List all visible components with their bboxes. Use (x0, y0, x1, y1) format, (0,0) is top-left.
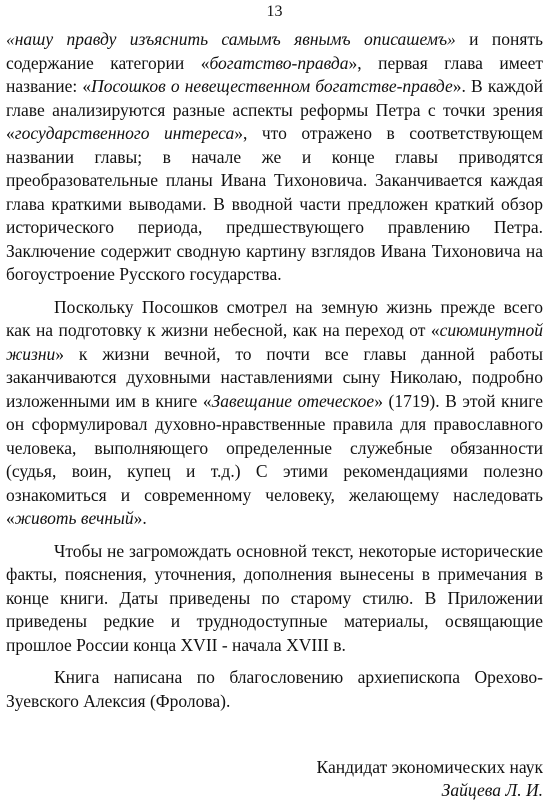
text-run: и понять содержание категории « (6, 29, 544, 73)
signature-block (6, 756, 543, 802)
paragraph-2 (6, 296, 543, 531)
italic-book-title: Завещание отеческое (211, 390, 375, 411)
body-text (6, 28, 543, 722)
italic-chapter-title: Посошков о невещественном богатстве-правде (91, 76, 453, 96)
italic-term: богатство-правда (209, 52, 349, 73)
paragraph-4: Книга написана по благословению архиепископа Орехово-Зуевского Алексия (Фролова). (6, 667, 543, 711)
paragraph-3: Чтобы не загромождать основной текст, некоторые исторические факты, пояснения, уточнения, дополнения вынесены в примечания в конце книги. Даты приведены по старому стилю. В Приложении приведены редкие и труднодоступные материалы, освящающие прошлое России конца XVII - начала XVIII в. (6, 540, 543, 655)
paragraph-1 (6, 28, 543, 287)
signature-title: Кандидат экономических наук (316, 757, 543, 777)
italic-quote: животь вечный (14, 508, 134, 528)
text-run: », первая глава имеет название: « (6, 52, 543, 96)
italic-term: сиюминутной жизни (6, 320, 543, 364)
text-run: », что отражено в соответствующем названии главы; в начале же и конце главы приводятся преобразовательные планы Ивана Тихоновича. Заканчивается каждая глава краткими выводами. В вводной части предложен краткий обзор исторического периода, предшествующего правлению Петра. Заключение содержит сводную картину взглядов Ивана Тихоновича на богоустроение Русского государства. (6, 123, 543, 284)
text-run: ». (133, 508, 147, 528)
italic-quote: «нашу правду изъяснить самымъ явнымъ описашемъ» (6, 29, 456, 49)
author-name: Зайцева Л. И. (441, 780, 543, 800)
signature-name (6, 779, 543, 802)
text-run: ». В каждой главе анализируются разные аспекты реформы Петра с точки зрения « (6, 76, 543, 143)
page-number: 13 (266, 3, 283, 20)
text-run: » к жизни вечной, то почти все главы данной работы заканчиваются духовными наставлениями сыну Николаю, подробно изложенными им в книге « (6, 343, 543, 411)
text-run: Поскольку Посошков смотрел на земную жизнь прежде всего как на подготовку к жизни небесной, как на переход от « (6, 296, 543, 340)
italic-term: государственного интереса (14, 123, 235, 143)
text-run: » (1719). В этой книге он сформулировал духовно-нравственные правила для православного человека, выполняющего определенные служебные обязанности (судья, воин, купец и т.д.) С этими рекомендациями полезно ознакомиться и современному человеку, желающему наследовать « (6, 390, 543, 528)
document-page (6, 0, 543, 800)
